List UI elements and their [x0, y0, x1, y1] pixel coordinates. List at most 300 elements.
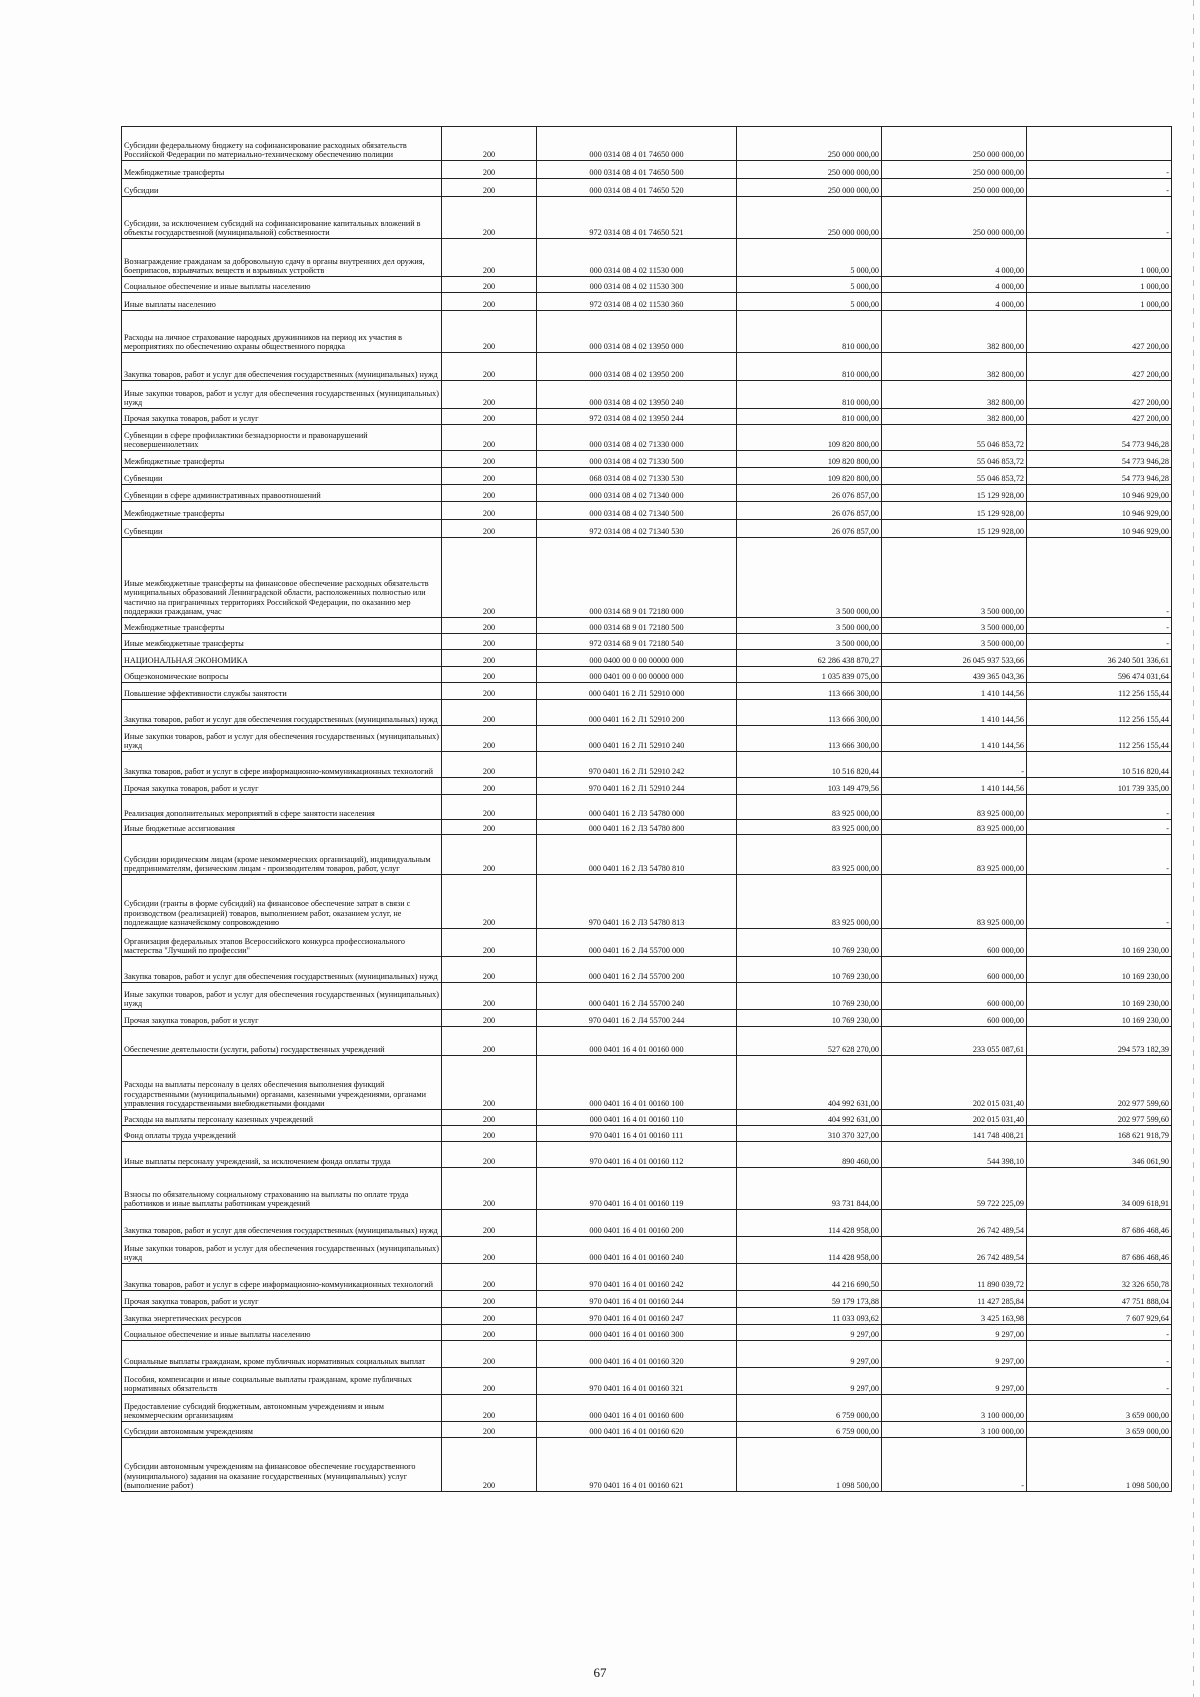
- row-remaining-amount-cell: 87 686 468,46: [1027, 1237, 1172, 1264]
- row-remaining-amount-cell: 7 607 929,64: [1027, 1308, 1172, 1325]
- table-row: [122, 1237, 1172, 1264]
- row-executed-amount-cell: 1 410 144,56: [882, 683, 1027, 700]
- row-name-cell: Вознаграждение гражданам за добровольную сдачу в органы внутренних дел оружия, боеприпасов, взрывчатых веществ и взрывных устройств: [122, 239, 442, 277]
- row-executed-amount-cell: 4 000,00: [882, 239, 1027, 277]
- row-remaining-amount-cell: -: [1027, 1341, 1172, 1368]
- row-name-cell: Расходы на выплаты персоналу в целях обеспечения выполнения функций государственными (муниципальными) органами, казенными учреждениями, органами управления государственными внебюджетными фондами: [122, 1056, 442, 1110]
- table-row: [122, 1264, 1172, 1291]
- row-line-code-cell: 200: [442, 795, 537, 820]
- table-row: [122, 1056, 1172, 1110]
- row-executed-amount-cell: 600 000,00: [882, 983, 1027, 1010]
- row-approved-amount-cell: 810 000,00: [737, 381, 882, 409]
- row-name-cell: Субсидии федеральному бюджету на софинансирование расходных обязательств Российской Федерации по материально-техническому обеспечению полиции: [122, 127, 442, 161]
- table-row: [122, 835, 1172, 875]
- row-approved-amount-cell: 1 035 839 075,00: [737, 667, 882, 683]
- budget-table-body: [122, 127, 1172, 1492]
- row-line-code-cell: 200: [442, 425, 537, 451]
- row-classification-code-cell: 000 0401 16 4 01 00160 100: [537, 1056, 737, 1110]
- row-classification-code-cell: 970 0401 16 4 01 00160 244: [537, 1291, 737, 1308]
- row-approved-amount-cell: 6 759 000,00: [737, 1422, 882, 1438]
- row-remaining-amount-cell: 101 739 335,00: [1027, 778, 1172, 795]
- row-name-cell: Закупка товаров, работ и услуг для обеспечения государственных (муниципальных) нужд: [122, 957, 442, 983]
- row-remaining-amount-cell: 202 977 599,60: [1027, 1110, 1172, 1126]
- row-line-code-cell: 200: [442, 311, 537, 353]
- table-row: [122, 293, 1172, 311]
- row-line-code-cell: 200: [442, 277, 537, 293]
- row-executed-amount-cell: 3 425 163,98: [882, 1308, 1027, 1325]
- row-approved-amount-cell: 26 076 857,00: [737, 520, 882, 538]
- row-approved-amount-cell: 404 992 631,00: [737, 1056, 882, 1110]
- row-remaining-amount-cell: 32 326 650,78: [1027, 1264, 1172, 1291]
- row-approved-amount-cell: 26 076 857,00: [737, 502, 882, 520]
- row-name-cell: Расходы на личное страхование народных дружинников на период их участия в мероприятиях по обеспечению охраны общественного порядка: [122, 311, 442, 353]
- row-name-cell: Фонд оплаты труда учреждений: [122, 1126, 442, 1142]
- row-line-code-cell: 200: [442, 1210, 537, 1237]
- row-executed-amount-cell: 1 410 144,56: [882, 778, 1027, 795]
- row-remaining-amount-cell: 112 256 155,44: [1027, 683, 1172, 700]
- row-name-cell: Прочая закупка товаров, работ и услуг: [122, 1291, 442, 1308]
- row-approved-amount-cell: 810 000,00: [737, 353, 882, 381]
- row-classification-code-cell: 000 0401 16 2 Л1 52910 200: [537, 700, 737, 726]
- row-executed-amount-cell: 26 045 937 533,66: [882, 650, 1027, 667]
- row-classification-code-cell: 972 0314 08 4 02 71340 530: [537, 520, 737, 538]
- row-name-cell: Социальное обеспечение и иные выплаты населению: [122, 1325, 442, 1341]
- row-executed-amount-cell: 382 800,00: [882, 353, 1027, 381]
- row-approved-amount-cell: 10 769 230,00: [737, 957, 882, 983]
- row-remaining-amount-cell: 10 516 820,44: [1027, 752, 1172, 778]
- row-classification-code-cell: 068 0314 08 4 02 71330 530: [537, 468, 737, 485]
- row-executed-amount-cell: 55 046 853,72: [882, 468, 1027, 485]
- table-row: [122, 1395, 1172, 1422]
- row-executed-amount-cell: 83 925 000,00: [882, 795, 1027, 820]
- row-remaining-amount-cell: -: [1027, 875, 1172, 929]
- row-remaining-amount-cell: 168 621 918,79: [1027, 1126, 1172, 1142]
- row-executed-amount-cell: 15 129 928,00: [882, 520, 1027, 538]
- row-classification-code-cell: 000 0401 16 2 Л4 55700 240: [537, 983, 737, 1010]
- row-executed-amount-cell: 3 500 000,00: [882, 538, 1027, 618]
- table-row: [122, 618, 1172, 634]
- table-row: [122, 1438, 1172, 1492]
- row-remaining-amount-cell: 3 659 000,00: [1027, 1395, 1172, 1422]
- row-classification-code-cell: 000 0401 16 2 Л3 54780 000: [537, 795, 737, 820]
- row-classification-code-cell: 000 0314 08 4 02 71340 500: [537, 502, 737, 520]
- row-approved-amount-cell: 93 731 844,00: [737, 1168, 882, 1210]
- row-approved-amount-cell: 310 370 327,00: [737, 1126, 882, 1142]
- row-classification-code-cell: 000 0314 08 4 02 71330 000: [537, 425, 737, 451]
- row-remaining-amount-cell: 3 659 000,00: [1027, 1422, 1172, 1438]
- row-line-code-cell: 200: [442, 1237, 537, 1264]
- row-name-cell: Субсидии: [122, 179, 442, 197]
- row-line-code-cell: 200: [442, 520, 537, 538]
- row-line-code-cell: 200: [442, 618, 537, 634]
- row-approved-amount-cell: 11 033 093,62: [737, 1308, 882, 1325]
- row-executed-amount-cell: -: [882, 1438, 1027, 1492]
- row-approved-amount-cell: 3 500 000,00: [737, 618, 882, 634]
- row-name-cell: Обеспечение деятельности (услуги, работы) государственных учреждений: [122, 1027, 442, 1056]
- row-line-code-cell: 200: [442, 239, 537, 277]
- row-classification-code-cell: 000 0400 00 0 00 00000 000: [537, 650, 737, 667]
- row-executed-amount-cell: 83 925 000,00: [882, 820, 1027, 835]
- row-classification-code-cell: 000 0314 08 4 01 74650 520: [537, 179, 737, 197]
- table-row: [122, 957, 1172, 983]
- row-line-code-cell: 200: [442, 451, 537, 468]
- row-name-cell: Прочая закупка товаров, работ и услуг: [122, 778, 442, 795]
- table-row: [122, 1110, 1172, 1126]
- row-line-code-cell: 200: [442, 1368, 537, 1395]
- row-executed-amount-cell: 1 410 144,56: [882, 726, 1027, 752]
- row-executed-amount-cell: 83 925 000,00: [882, 835, 1027, 875]
- row-approved-amount-cell: 890 460,00: [737, 1142, 882, 1168]
- row-classification-code-cell: 000 0401 16 2 Л1 52910 240: [537, 726, 737, 752]
- row-executed-amount-cell: 83 925 000,00: [882, 875, 1027, 929]
- table-row: [122, 520, 1172, 538]
- row-name-cell: Субсидии автономным учреждениям на финансовое обеспечение государственного (муниципального) задания на оказание государственных (муниципальных) услуг (выполнение работ): [122, 1438, 442, 1492]
- row-name-cell: НАЦИОНАЛЬНАЯ ЭКОНОМИКА: [122, 650, 442, 667]
- row-line-code-cell: 200: [442, 667, 537, 683]
- row-executed-amount-cell: 382 800,00: [882, 381, 1027, 409]
- table-row: [122, 502, 1172, 520]
- row-remaining-amount-cell: -: [1027, 1325, 1172, 1341]
- row-remaining-amount-cell: 346 061,90: [1027, 1142, 1172, 1168]
- row-line-code-cell: 200: [442, 1308, 537, 1325]
- row-name-cell: Субсидии автономным учреждениям: [122, 1422, 442, 1438]
- row-executed-amount-cell: 59 722 225,09: [882, 1168, 1027, 1210]
- row-classification-code-cell: 000 0401 16 2 Л4 55700 000: [537, 929, 737, 957]
- row-approved-amount-cell: 62 286 438 870,27: [737, 650, 882, 667]
- row-remaining-amount-cell: 10 946 929,00: [1027, 520, 1172, 538]
- row-classification-code-cell: 000 0314 68 9 01 72180 000: [537, 538, 737, 618]
- row-remaining-amount-cell: 1 000,00: [1027, 239, 1172, 277]
- row-executed-amount-cell: 55 046 853,72: [882, 425, 1027, 451]
- row-executed-amount-cell: -: [882, 752, 1027, 778]
- row-remaining-amount-cell: 596 474 031,64: [1027, 667, 1172, 683]
- row-approved-amount-cell: 3 500 000,00: [737, 538, 882, 618]
- row-classification-code-cell: 000 0314 08 4 02 71330 500: [537, 451, 737, 468]
- row-executed-amount-cell: 9 297,00: [882, 1325, 1027, 1341]
- scan-edge-artifact: [1193, 0, 1194, 1697]
- row-executed-amount-cell: 3 500 000,00: [882, 618, 1027, 634]
- row-name-cell: Иные закупки товаров, работ и услуг для обеспечения государственных (муниципальных) нужд: [122, 381, 442, 409]
- row-line-code-cell: 200: [442, 752, 537, 778]
- row-approved-amount-cell: 10 769 230,00: [737, 983, 882, 1010]
- row-name-cell: Расходы на выплаты персоналу казенных учреждений: [122, 1110, 442, 1126]
- row-classification-code-cell: 000 0401 16 4 01 00160 200: [537, 1210, 737, 1237]
- row-name-cell: Закупка энергетических ресурсов: [122, 1308, 442, 1325]
- row-name-cell: Предоставление субсидий бюджетным, автономным учреждениям и иным некоммерческим организациям: [122, 1395, 442, 1422]
- row-line-code-cell: 200: [442, 353, 537, 381]
- table-row: [122, 795, 1172, 820]
- table-row: [122, 451, 1172, 468]
- table-row: [122, 468, 1172, 485]
- table-row: [122, 485, 1172, 502]
- row-remaining-amount-cell: 112 256 155,44: [1027, 726, 1172, 752]
- row-classification-code-cell: 000 0314 08 4 02 13950 200: [537, 353, 737, 381]
- row-name-cell: Иные бюджетные ассигнования: [122, 820, 442, 835]
- row-name-cell: Общеэкономические вопросы: [122, 667, 442, 683]
- row-remaining-amount-cell: -: [1027, 820, 1172, 835]
- row-classification-code-cell: 970 0401 16 4 01 00160 242: [537, 1264, 737, 1291]
- table-row: [122, 197, 1172, 239]
- row-line-code-cell: 200: [442, 1291, 537, 1308]
- row-remaining-amount-cell: 87 686 468,46: [1027, 1210, 1172, 1237]
- row-remaining-amount-cell: 34 009 618,91: [1027, 1168, 1172, 1210]
- row-line-code-cell: 200: [442, 1341, 537, 1368]
- row-name-cell: Иные межбюджетные трансферты: [122, 634, 442, 650]
- table-row: [122, 1027, 1172, 1056]
- table-row: [122, 1010, 1172, 1027]
- table-row: [122, 1142, 1172, 1168]
- row-classification-code-cell: 000 0314 08 4 02 71340 000: [537, 485, 737, 502]
- row-classification-code-cell: 970 0401 16 4 01 00160 111: [537, 1126, 737, 1142]
- row-approved-amount-cell: 9 297,00: [737, 1325, 882, 1341]
- row-classification-code-cell: 000 0401 16 4 01 00160 240: [537, 1237, 737, 1264]
- row-executed-amount-cell: 382 800,00: [882, 409, 1027, 425]
- row-line-code-cell: 200: [442, 650, 537, 667]
- table-row: [122, 1291, 1172, 1308]
- row-approved-amount-cell: 9 297,00: [737, 1341, 882, 1368]
- row-approved-amount-cell: 113 666 300,00: [737, 700, 882, 726]
- row-classification-code-cell: 972 0314 08 4 02 13950 244: [537, 409, 737, 425]
- row-remaining-amount-cell: 1 000,00: [1027, 293, 1172, 311]
- row-remaining-amount-cell: 1 098 500,00: [1027, 1438, 1172, 1492]
- row-approved-amount-cell: 26 076 857,00: [737, 485, 882, 502]
- row-remaining-amount-cell: 10 169 230,00: [1027, 929, 1172, 957]
- row-name-cell: Субсидии (гранты в форме субсидий) на финансовое обеспечение затрат в связи с производством (реализацией) товаров, выполнением работ, оказанием услуг, не подлежащие казначейскому сопровождению: [122, 875, 442, 929]
- row-remaining-amount-cell: 1 000,00: [1027, 277, 1172, 293]
- row-executed-amount-cell: 15 129 928,00: [882, 485, 1027, 502]
- row-approved-amount-cell: 250 000 000,00: [737, 127, 882, 161]
- row-name-cell: Социальные выплаты гражданам, кроме публичных нормативных социальных выплат: [122, 1341, 442, 1368]
- row-classification-code-cell: 970 0401 16 4 01 00160 321: [537, 1368, 737, 1395]
- row-name-cell: Иные выплаты персоналу учреждений, за исключением фонда оплаты труда: [122, 1142, 442, 1168]
- row-remaining-amount-cell: [1027, 127, 1172, 161]
- table-row: [122, 752, 1172, 778]
- row-name-cell: Организация федеральных этапов Всероссийского конкурса профессионального мастерства "Лучший по профессии": [122, 929, 442, 957]
- row-executed-amount-cell: 9 297,00: [882, 1368, 1027, 1395]
- row-approved-amount-cell: 114 428 958,00: [737, 1210, 882, 1237]
- row-executed-amount-cell: 11 427 285,84: [882, 1291, 1027, 1308]
- row-executed-amount-cell: 1 410 144,56: [882, 700, 1027, 726]
- row-approved-amount-cell: 5 000,00: [737, 293, 882, 311]
- row-name-cell: Субвенции в сфере профилактики безнадзорности и правонарушений несовершеннолетних: [122, 425, 442, 451]
- row-remaining-amount-cell: 427 200,00: [1027, 409, 1172, 425]
- row-remaining-amount-cell: 47 751 888,04: [1027, 1291, 1172, 1308]
- table-row: [122, 311, 1172, 353]
- budget-table: [121, 126, 1172, 1492]
- row-classification-code-cell: 970 0401 16 2 Л4 55700 244: [537, 1010, 737, 1027]
- row-line-code-cell: 200: [442, 1395, 537, 1422]
- row-approved-amount-cell: 83 925 000,00: [737, 795, 882, 820]
- row-line-code-cell: 200: [442, 835, 537, 875]
- row-line-code-cell: 200: [442, 983, 537, 1010]
- table-row: [122, 1368, 1172, 1395]
- row-name-cell: Повышение эффективности службы занятости: [122, 683, 442, 700]
- row-executed-amount-cell: 600 000,00: [882, 1010, 1027, 1027]
- row-line-code-cell: 200: [442, 1325, 537, 1341]
- row-approved-amount-cell: 810 000,00: [737, 311, 882, 353]
- row-executed-amount-cell: 600 000,00: [882, 929, 1027, 957]
- row-name-cell: Реализация дополнительных мероприятий в сфере занятости населения: [122, 795, 442, 820]
- row-approved-amount-cell: 250 000 000,00: [737, 179, 882, 197]
- row-classification-code-cell: 000 0401 16 4 01 00160 000: [537, 1027, 737, 1056]
- row-name-cell: Закупка товаров, работ и услуг для обеспечения государственных (муниципальных) нужд: [122, 1210, 442, 1237]
- table-row: [122, 650, 1172, 667]
- row-classification-code-cell: 970 0401 16 2 Л3 54780 813: [537, 875, 737, 929]
- row-classification-code-cell: 000 0314 08 4 02 11530 300: [537, 277, 737, 293]
- row-remaining-amount-cell: 112 256 155,44: [1027, 700, 1172, 726]
- row-approved-amount-cell: 810 000,00: [737, 409, 882, 425]
- row-classification-code-cell: 000 0314 68 9 01 72180 500: [537, 618, 737, 634]
- row-classification-code-cell: 000 0401 16 4 01 00160 110: [537, 1110, 737, 1126]
- row-remaining-amount-cell: -: [1027, 634, 1172, 650]
- row-approved-amount-cell: 10 516 820,44: [737, 752, 882, 778]
- table-row: [122, 1126, 1172, 1142]
- table-row: [122, 820, 1172, 835]
- table-row: [122, 239, 1172, 277]
- row-line-code-cell: 200: [442, 1264, 537, 1291]
- table-row: [122, 127, 1172, 161]
- row-executed-amount-cell: 26 742 489,54: [882, 1237, 1027, 1264]
- row-executed-amount-cell: 26 742 489,54: [882, 1210, 1027, 1237]
- row-name-cell: Иные закупки товаров, работ и услуг для обеспечения государственных (муниципальных) нужд: [122, 983, 442, 1010]
- row-name-cell: Прочая закупка товаров, работ и услуг: [122, 409, 442, 425]
- row-approved-amount-cell: 109 820 800,00: [737, 425, 882, 451]
- row-line-code-cell: 200: [442, 820, 537, 835]
- row-approved-amount-cell: 59 179 173,88: [737, 1291, 882, 1308]
- row-line-code-cell: 200: [442, 929, 537, 957]
- row-line-code-cell: 200: [442, 293, 537, 311]
- table-row: [122, 667, 1172, 683]
- row-classification-code-cell: 000 0401 16 4 01 00160 300: [537, 1325, 737, 1341]
- table-row: [122, 161, 1172, 179]
- table-row: [122, 634, 1172, 650]
- table-row: [122, 875, 1172, 929]
- row-classification-code-cell: 970 0401 16 4 01 00160 247: [537, 1308, 737, 1325]
- table-row: [122, 683, 1172, 700]
- row-line-code-cell: 200: [442, 1142, 537, 1168]
- row-line-code-cell: 200: [442, 1110, 537, 1126]
- row-classification-code-cell: 972 0314 68 9 01 72180 540: [537, 634, 737, 650]
- row-classification-code-cell: 000 0401 16 4 01 00160 620: [537, 1422, 737, 1438]
- row-approved-amount-cell: 5 000,00: [737, 239, 882, 277]
- row-line-code-cell: 200: [442, 502, 537, 520]
- row-remaining-amount-cell: 427 200,00: [1027, 311, 1172, 353]
- row-name-cell: Закупка товаров, работ и услуг в сфере информационно-коммуникационных технологий: [122, 1264, 442, 1291]
- row-line-code-cell: 200: [442, 1027, 537, 1056]
- row-approved-amount-cell: 1 098 500,00: [737, 1438, 882, 1492]
- row-approved-amount-cell: 113 666 300,00: [737, 683, 882, 700]
- row-name-cell: Межбюджетные трансферты: [122, 161, 442, 179]
- row-executed-amount-cell: 202 015 031,40: [882, 1056, 1027, 1110]
- row-executed-amount-cell: 233 055 087,61: [882, 1027, 1027, 1056]
- table-row: [122, 726, 1172, 752]
- row-line-code-cell: 200: [442, 778, 537, 795]
- row-classification-code-cell: 000 0314 08 4 02 13950 000: [537, 311, 737, 353]
- row-remaining-amount-cell: -: [1027, 197, 1172, 239]
- row-approved-amount-cell: 250 000 000,00: [737, 197, 882, 239]
- row-approved-amount-cell: 3 500 000,00: [737, 634, 882, 650]
- row-classification-code-cell: 000 0314 08 4 01 74650 500: [537, 161, 737, 179]
- row-name-cell: Субвенции в сфере административных правоотношений: [122, 485, 442, 502]
- row-remaining-amount-cell: 10 169 230,00: [1027, 1010, 1172, 1027]
- row-name-cell: Социальное обеспечение и иные выплаты населению: [122, 277, 442, 293]
- row-line-code-cell: 200: [442, 875, 537, 929]
- row-name-cell: Межбюджетные трансферты: [122, 451, 442, 468]
- row-executed-amount-cell: 250 000 000,00: [882, 161, 1027, 179]
- row-classification-code-cell: 000 0401 16 2 Л3 54780 810: [537, 835, 737, 875]
- row-classification-code-cell: 972 0314 08 4 01 74650 521: [537, 197, 737, 239]
- row-line-code-cell: 200: [442, 127, 537, 161]
- row-approved-amount-cell: 109 820 800,00: [737, 468, 882, 485]
- row-executed-amount-cell: 4 000,00: [882, 293, 1027, 311]
- table-row: [122, 538, 1172, 618]
- row-line-code-cell: 200: [442, 1168, 537, 1210]
- row-remaining-amount-cell: 10 169 230,00: [1027, 957, 1172, 983]
- row-name-cell: Субвенции: [122, 520, 442, 538]
- row-name-cell: Субсидии юридическим лицам (кроме некоммерческих организаций), индивидуальным предпринимателям, физическим лицам - производителям товаров, работ, услуг: [122, 835, 442, 875]
- row-classification-code-cell: 000 0314 08 4 02 11530 000: [537, 239, 737, 277]
- row-executed-amount-cell: 600 000,00: [882, 957, 1027, 983]
- row-name-cell: Взносы по обязательному социальному страхованию на выплаты по оплате труда работников и иные выплаты работникам учреждений: [122, 1168, 442, 1210]
- row-line-code-cell: 200: [442, 197, 537, 239]
- row-line-code-cell: 200: [442, 1056, 537, 1110]
- row-approved-amount-cell: 6 759 000,00: [737, 1395, 882, 1422]
- row-executed-amount-cell: 9 297,00: [882, 1341, 1027, 1368]
- table-row: [122, 353, 1172, 381]
- row-classification-code-cell: 000 0401 16 2 Л1 52910 000: [537, 683, 737, 700]
- row-line-code-cell: 200: [442, 683, 537, 700]
- row-classification-code-cell: 000 0401 00 0 00 00000 000: [537, 667, 737, 683]
- table-row: [122, 700, 1172, 726]
- row-classification-code-cell: 970 0401 16 2 Л1 52910 242: [537, 752, 737, 778]
- row-executed-amount-cell: 202 015 031,40: [882, 1110, 1027, 1126]
- row-name-cell: Межбюджетные трансферты: [122, 502, 442, 520]
- row-approved-amount-cell: 83 925 000,00: [737, 820, 882, 835]
- row-approved-amount-cell: 114 428 958,00: [737, 1237, 882, 1264]
- table-row: [122, 425, 1172, 451]
- row-executed-amount-cell: 3 100 000,00: [882, 1395, 1027, 1422]
- row-name-cell: Иные закупки товаров, работ и услуг для обеспечения государственных (муниципальных) нужд: [122, 1237, 442, 1264]
- row-remaining-amount-cell: -: [1027, 795, 1172, 820]
- row-executed-amount-cell: 3 500 000,00: [882, 634, 1027, 650]
- row-executed-amount-cell: 141 748 408,21: [882, 1126, 1027, 1142]
- row-approved-amount-cell: 113 666 300,00: [737, 726, 882, 752]
- row-name-cell: Закупка товаров, работ и услуг для обеспечения государственных (муниципальных) нужд: [122, 353, 442, 381]
- row-remaining-amount-cell: -: [1027, 835, 1172, 875]
- table-row: [122, 1210, 1172, 1237]
- row-line-code-cell: 200: [442, 1126, 537, 1142]
- row-line-code-cell: 200: [442, 1010, 537, 1027]
- row-line-code-cell: 200: [442, 381, 537, 409]
- row-name-cell: Субвенции: [122, 468, 442, 485]
- row-line-code-cell: 200: [442, 957, 537, 983]
- row-line-code-cell: 200: [442, 468, 537, 485]
- row-remaining-amount-cell: -: [1027, 161, 1172, 179]
- row-remaining-amount-cell: -: [1027, 618, 1172, 634]
- table-row: [122, 1325, 1172, 1341]
- table-row: [122, 1308, 1172, 1325]
- row-line-code-cell: 200: [442, 161, 537, 179]
- row-approved-amount-cell: 250 000 000,00: [737, 161, 882, 179]
- table-row: [122, 409, 1172, 425]
- row-executed-amount-cell: 250 000 000,00: [882, 127, 1027, 161]
- row-name-cell: Субсидии, за исключением субсидий на софинансирование капитальных вложений в объекты государственной (муниципальной) собственности: [122, 197, 442, 239]
- row-approved-amount-cell: 527 628 270,00: [737, 1027, 882, 1056]
- row-remaining-amount-cell: 36 240 501 336,61: [1027, 650, 1172, 667]
- row-approved-amount-cell: 5 000,00: [737, 277, 882, 293]
- row-name-cell: Пособия, компенсации и иные социальные выплаты гражданам, кроме публичных нормативных обязательств: [122, 1368, 442, 1395]
- row-approved-amount-cell: 83 925 000,00: [737, 875, 882, 929]
